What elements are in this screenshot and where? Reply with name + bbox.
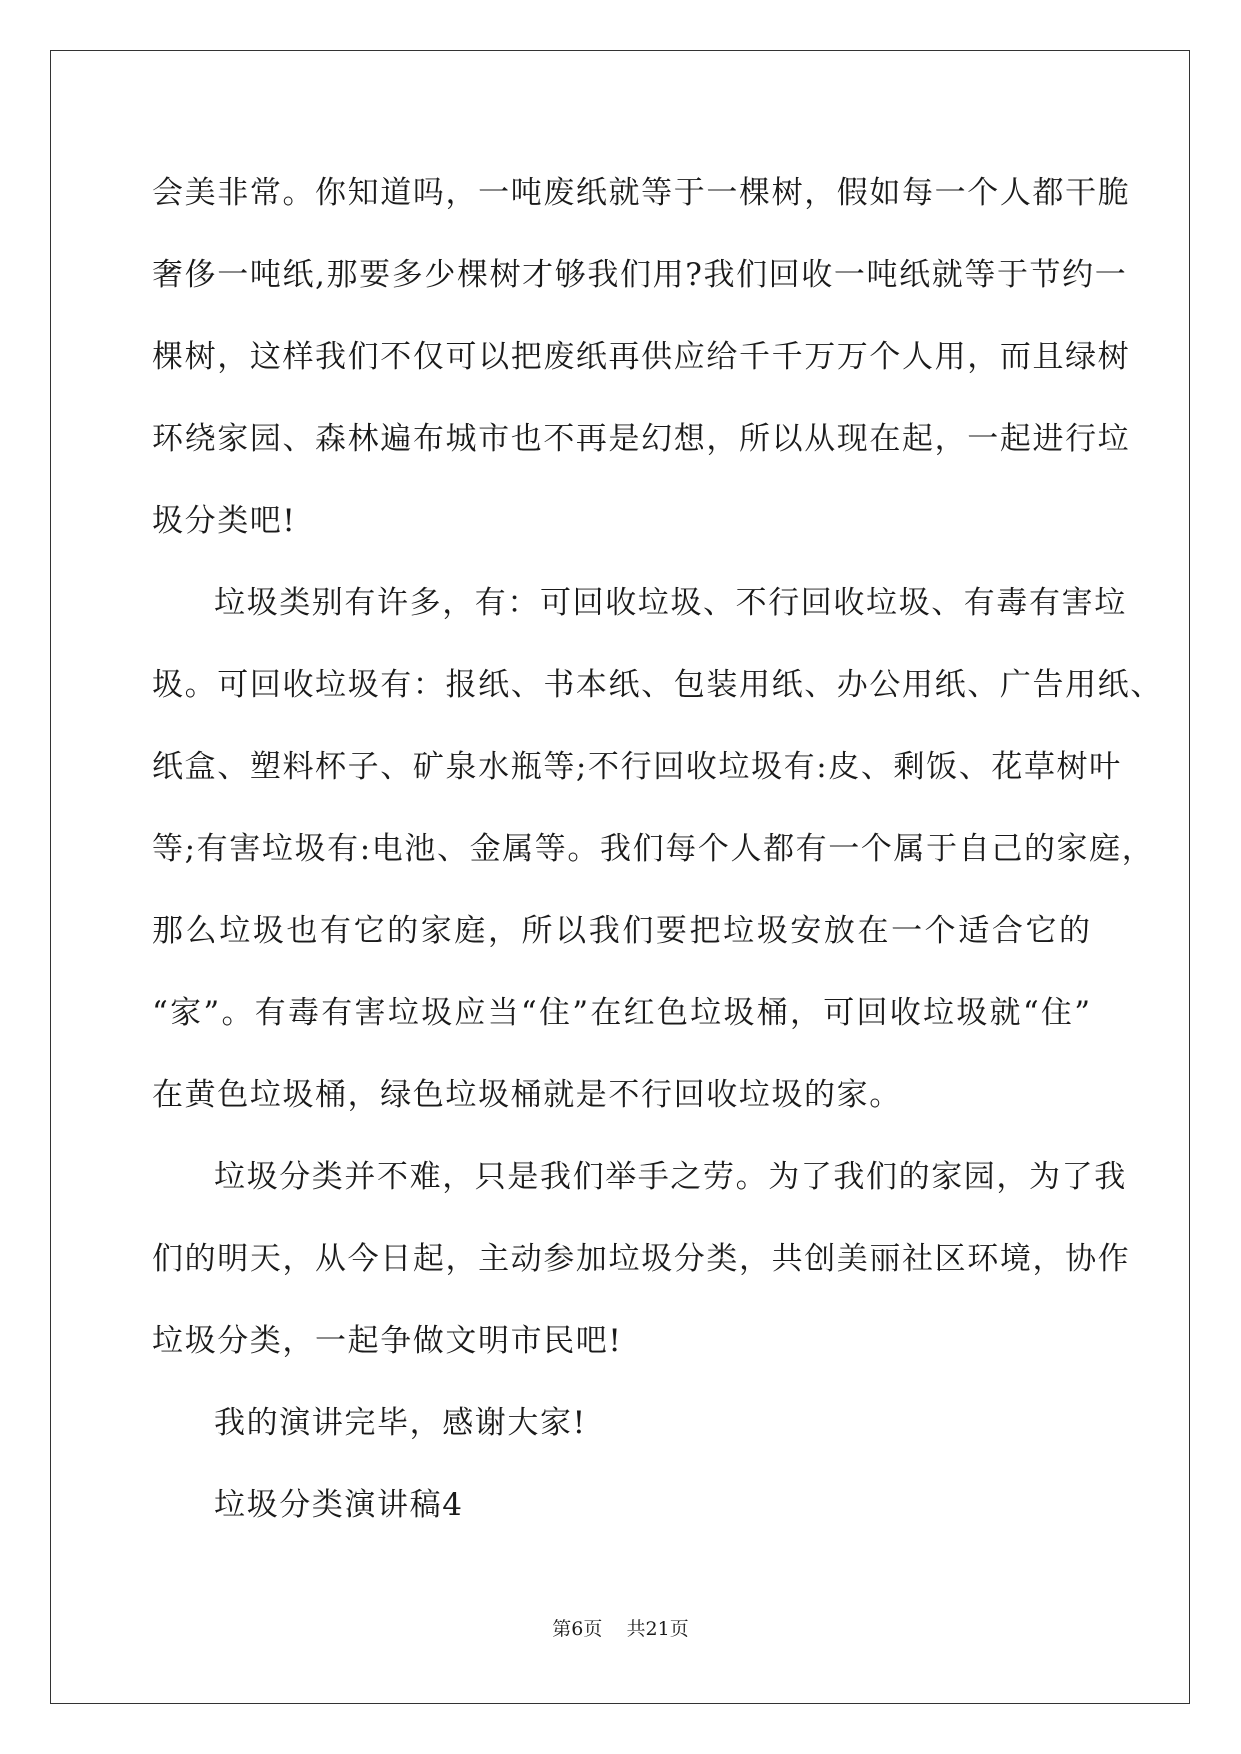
text-line: 圾 。 可 回 收 垃 圾 有 ： 报 纸 、 书 本 纸 、 包 装 用 纸 、 办 公 用 纸 、 广 告 用 纸 、 <box>152 667 1163 703</box>
text-line: 等 ; 有 害 垃 圾 有 : 电 池 、 金 属 等 。 我 们 每 个 人 都 有 一 个 属 于 自 己 的 家 庭 ， <box>152 831 1155 867</box>
text-line: 那 么 垃 圾 也 有 它 的 家 庭 ， 所 以 我 们 要 把 垃 圾 安 放 在 一 个 适 合 它 的 <box>152 913 1092 949</box>
text-line: 纸 盒 、 塑 料 杯 子 、 矿 泉 水 瓶 等 ; 不 行 回 收 垃 圾 有 : 皮 、 剩 饭 、 花 草 树 叶 <box>152 749 1122 785</box>
text-line: 会 美 非 常 。 你 知 道 吗 ， 一 吨 废 纸 就 等 于 一 棵 树 ， 假 如 每 一 个 人 都 干 脆 <box>152 175 1131 211</box>
section-heading: 垃圾分类演讲稿4 <box>214 1487 464 1523</box>
text-line: 在黄色垃圾桶，绿色垃圾桶就是不行回收垃圾的家。 <box>152 1077 902 1113</box>
text-line: 垃圾分类，一起争做文明市民吧! <box>152 1323 623 1359</box>
text-line: 圾分类吧! <box>152 503 297 539</box>
text-line: 垃圾类别有许多，有：可回收垃圾、不行回收垃圾、有毒有害垃 <box>214 585 1127 621</box>
text-line: 们 的 明 天 ， 从 今 日 起 ， 主 动 参 加 垃 圾 分 类 ， 共 创 美 丽 社 区 环 境 ， 协 作 <box>152 1241 1131 1277</box>
text-line: 奢 侈 一 吨 纸 , 那 要 多 少 棵 树 才 够 我 们 用 ? 我 们 回 收 一 吨 纸 就 等 于 节 约 一 <box>152 257 1128 293</box>
text-line: 棵 树 ， 这 样 我 们 不 仅 可 以 把 废 纸 再 供 应 给 千 千 万 万 个 人 用 ， 而 且 绿 树 <box>152 339 1131 375</box>
page-total: 共21页 <box>626 1618 689 1640</box>
page-number: 第6页 <box>552 1618 603 1640</box>
document-body <box>152 152 1163 1546</box>
page-footer <box>0 1614 1241 1641</box>
closing-line: 我的演讲完毕，感谢大家! <box>214 1405 587 1441</box>
text-line: 垃圾分类并不难，只是我们举手之劳。为了我们的家园，为了我 <box>214 1159 1127 1195</box>
text-line: 环 绕 家 园 、 森 林 遍 布 城 市 也 不 再 是 幻 想 ， 所 以 从 现 在 起 ， 一 起 进 行 垃 <box>152 421 1131 457</box>
text-line: “ 家 ” 。 有 毒 有 害 垃 圾 应 当 “ 住 ” 在 红 色 垃 圾 桶 ， 可 回 收 垃 圾 就 “ 住 ” <box>152 995 1092 1031</box>
